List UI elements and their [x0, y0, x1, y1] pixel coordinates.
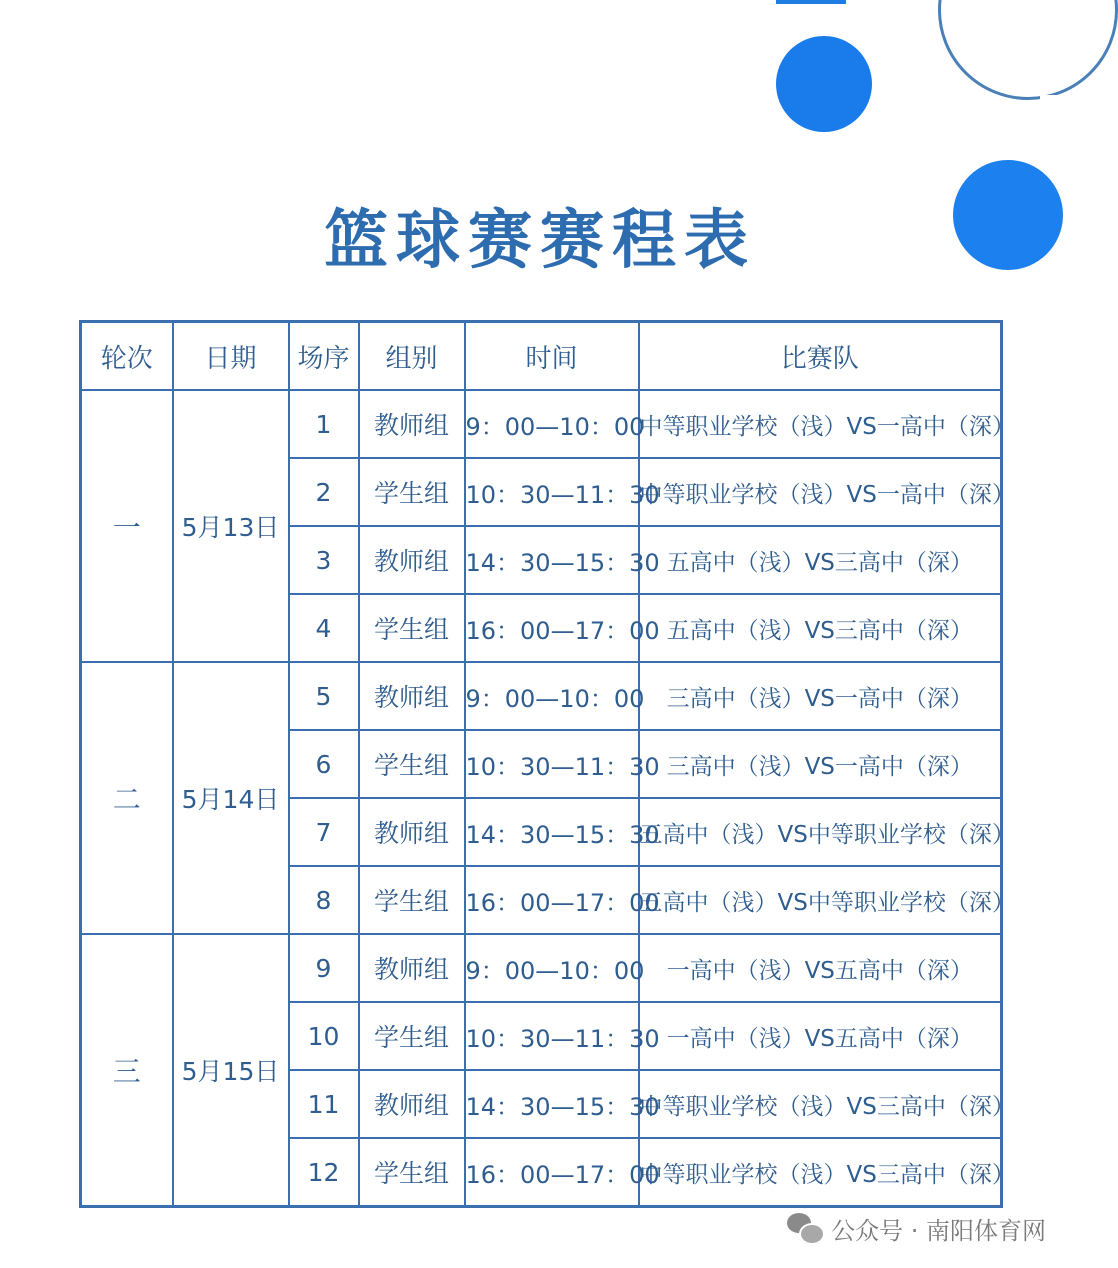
time-cell: 16：00—17：00	[465, 594, 639, 662]
time-cell: 10：30—11：30	[465, 730, 639, 798]
group-cell: 教师组	[359, 390, 465, 458]
teams-cell: 五高中（浅）VS三高中（深）	[639, 594, 1002, 662]
time-cell: 14：30—15：30	[465, 798, 639, 866]
order-cell: 8	[289, 866, 359, 934]
header-row	[81, 322, 1002, 391]
time-cell: 14：30—15：30	[465, 526, 639, 594]
header-group: 组别	[359, 322, 465, 391]
schedule-table	[79, 320, 1015, 1208]
group-cell: 学生组	[359, 594, 465, 662]
group-cell: 教师组	[359, 798, 465, 866]
time-cell: 16：00—17：00	[465, 866, 639, 934]
table-row	[81, 662, 1002, 730]
header-date: 日期	[173, 322, 289, 391]
order-cell: 7	[289, 798, 359, 866]
group-cell: 教师组	[359, 526, 465, 594]
teams-cell: 一高中（浅）VS五高中（深）	[639, 1002, 1002, 1070]
time-cell: 10：30—11：30	[465, 458, 639, 526]
teams-cell: 中等职业学校（浅）VS一高中（深）	[639, 458, 1002, 526]
header-order: 场序	[289, 322, 359, 391]
group-cell: 学生组	[359, 866, 465, 934]
header-teams: 比赛队	[639, 322, 1002, 391]
round-cell: 三	[81, 934, 173, 1207]
time-cell: 9：00—10：00	[465, 934, 639, 1002]
page-title: 篮球赛赛程表	[324, 204, 756, 278]
teams-cell: 中等职业学校（浅）VS一高中（深）	[639, 390, 1002, 458]
teams-cell: 五高中（浅）VS中等职业学校（深）	[639, 866, 1002, 934]
header-round: 轮次	[81, 322, 173, 391]
teams-cell: 一高中（浅）VS五高中（深）	[639, 934, 1002, 1002]
order-cell: 4	[289, 594, 359, 662]
order-cell: 12	[289, 1138, 359, 1207]
decorative-bar	[776, 0, 846, 4]
round-cell: 一	[81, 390, 173, 662]
round-cell: 二	[81, 662, 173, 934]
decorative-arc	[938, 0, 1118, 100]
teams-cell: 三高中（浅）VS一高中（深）	[639, 730, 1002, 798]
time-cell: 16：00—17：00	[465, 1138, 639, 1207]
teams-cell: 五高中（浅）VS三高中（深）	[639, 526, 1002, 594]
teams-cell: 中等职业学校（浅）VS三高中（深）	[639, 1070, 1002, 1138]
order-cell: 11	[289, 1070, 359, 1138]
order-cell: 3	[289, 526, 359, 594]
group-cell: 教师组	[359, 1070, 465, 1138]
order-cell: 2	[289, 458, 359, 526]
order-cell: 6	[289, 730, 359, 798]
date-cell: 5月13日	[173, 390, 289, 662]
group-cell: 学生组	[359, 730, 465, 798]
group-cell: 教师组	[359, 662, 465, 730]
group-cell: 学生组	[359, 1002, 465, 1070]
decorative-circle-small	[776, 36, 872, 132]
order-cell: 1	[289, 390, 359, 458]
date-cell: 5月15日	[173, 934, 289, 1207]
date-cell: 5月14日	[173, 662, 289, 934]
order-cell: 5	[289, 662, 359, 730]
teams-cell: 五高中（浅）VS中等职业学校（深）	[639, 798, 1002, 866]
table-row	[81, 934, 1002, 1002]
time-cell: 10：30—11：30	[465, 1002, 639, 1070]
group-cell: 教师组	[359, 934, 465, 1002]
teams-cell: 中等职业学校（浅）VS三高中（深）	[639, 1138, 1002, 1207]
order-cell: 9	[289, 934, 359, 1002]
watermark-text: 公众号 · 南阳体育网	[831, 1216, 1046, 1245]
wechat-icon	[787, 1213, 823, 1243]
time-cell: 9：00—10：00	[465, 390, 639, 458]
time-cell: 9：00—10：00	[465, 662, 639, 730]
group-cell: 学生组	[359, 1138, 465, 1207]
teams-cell: 三高中（浅）VS一高中（深）	[639, 662, 1002, 730]
header-time: 时间	[465, 322, 639, 391]
decorative-corner-mask	[1040, 95, 1080, 115]
table-row	[81, 390, 1002, 458]
order-cell: 10	[289, 1002, 359, 1070]
group-cell: 学生组	[359, 458, 465, 526]
time-cell: 14：30—15：30	[465, 1070, 639, 1138]
watermark	[787, 1208, 1046, 1248]
